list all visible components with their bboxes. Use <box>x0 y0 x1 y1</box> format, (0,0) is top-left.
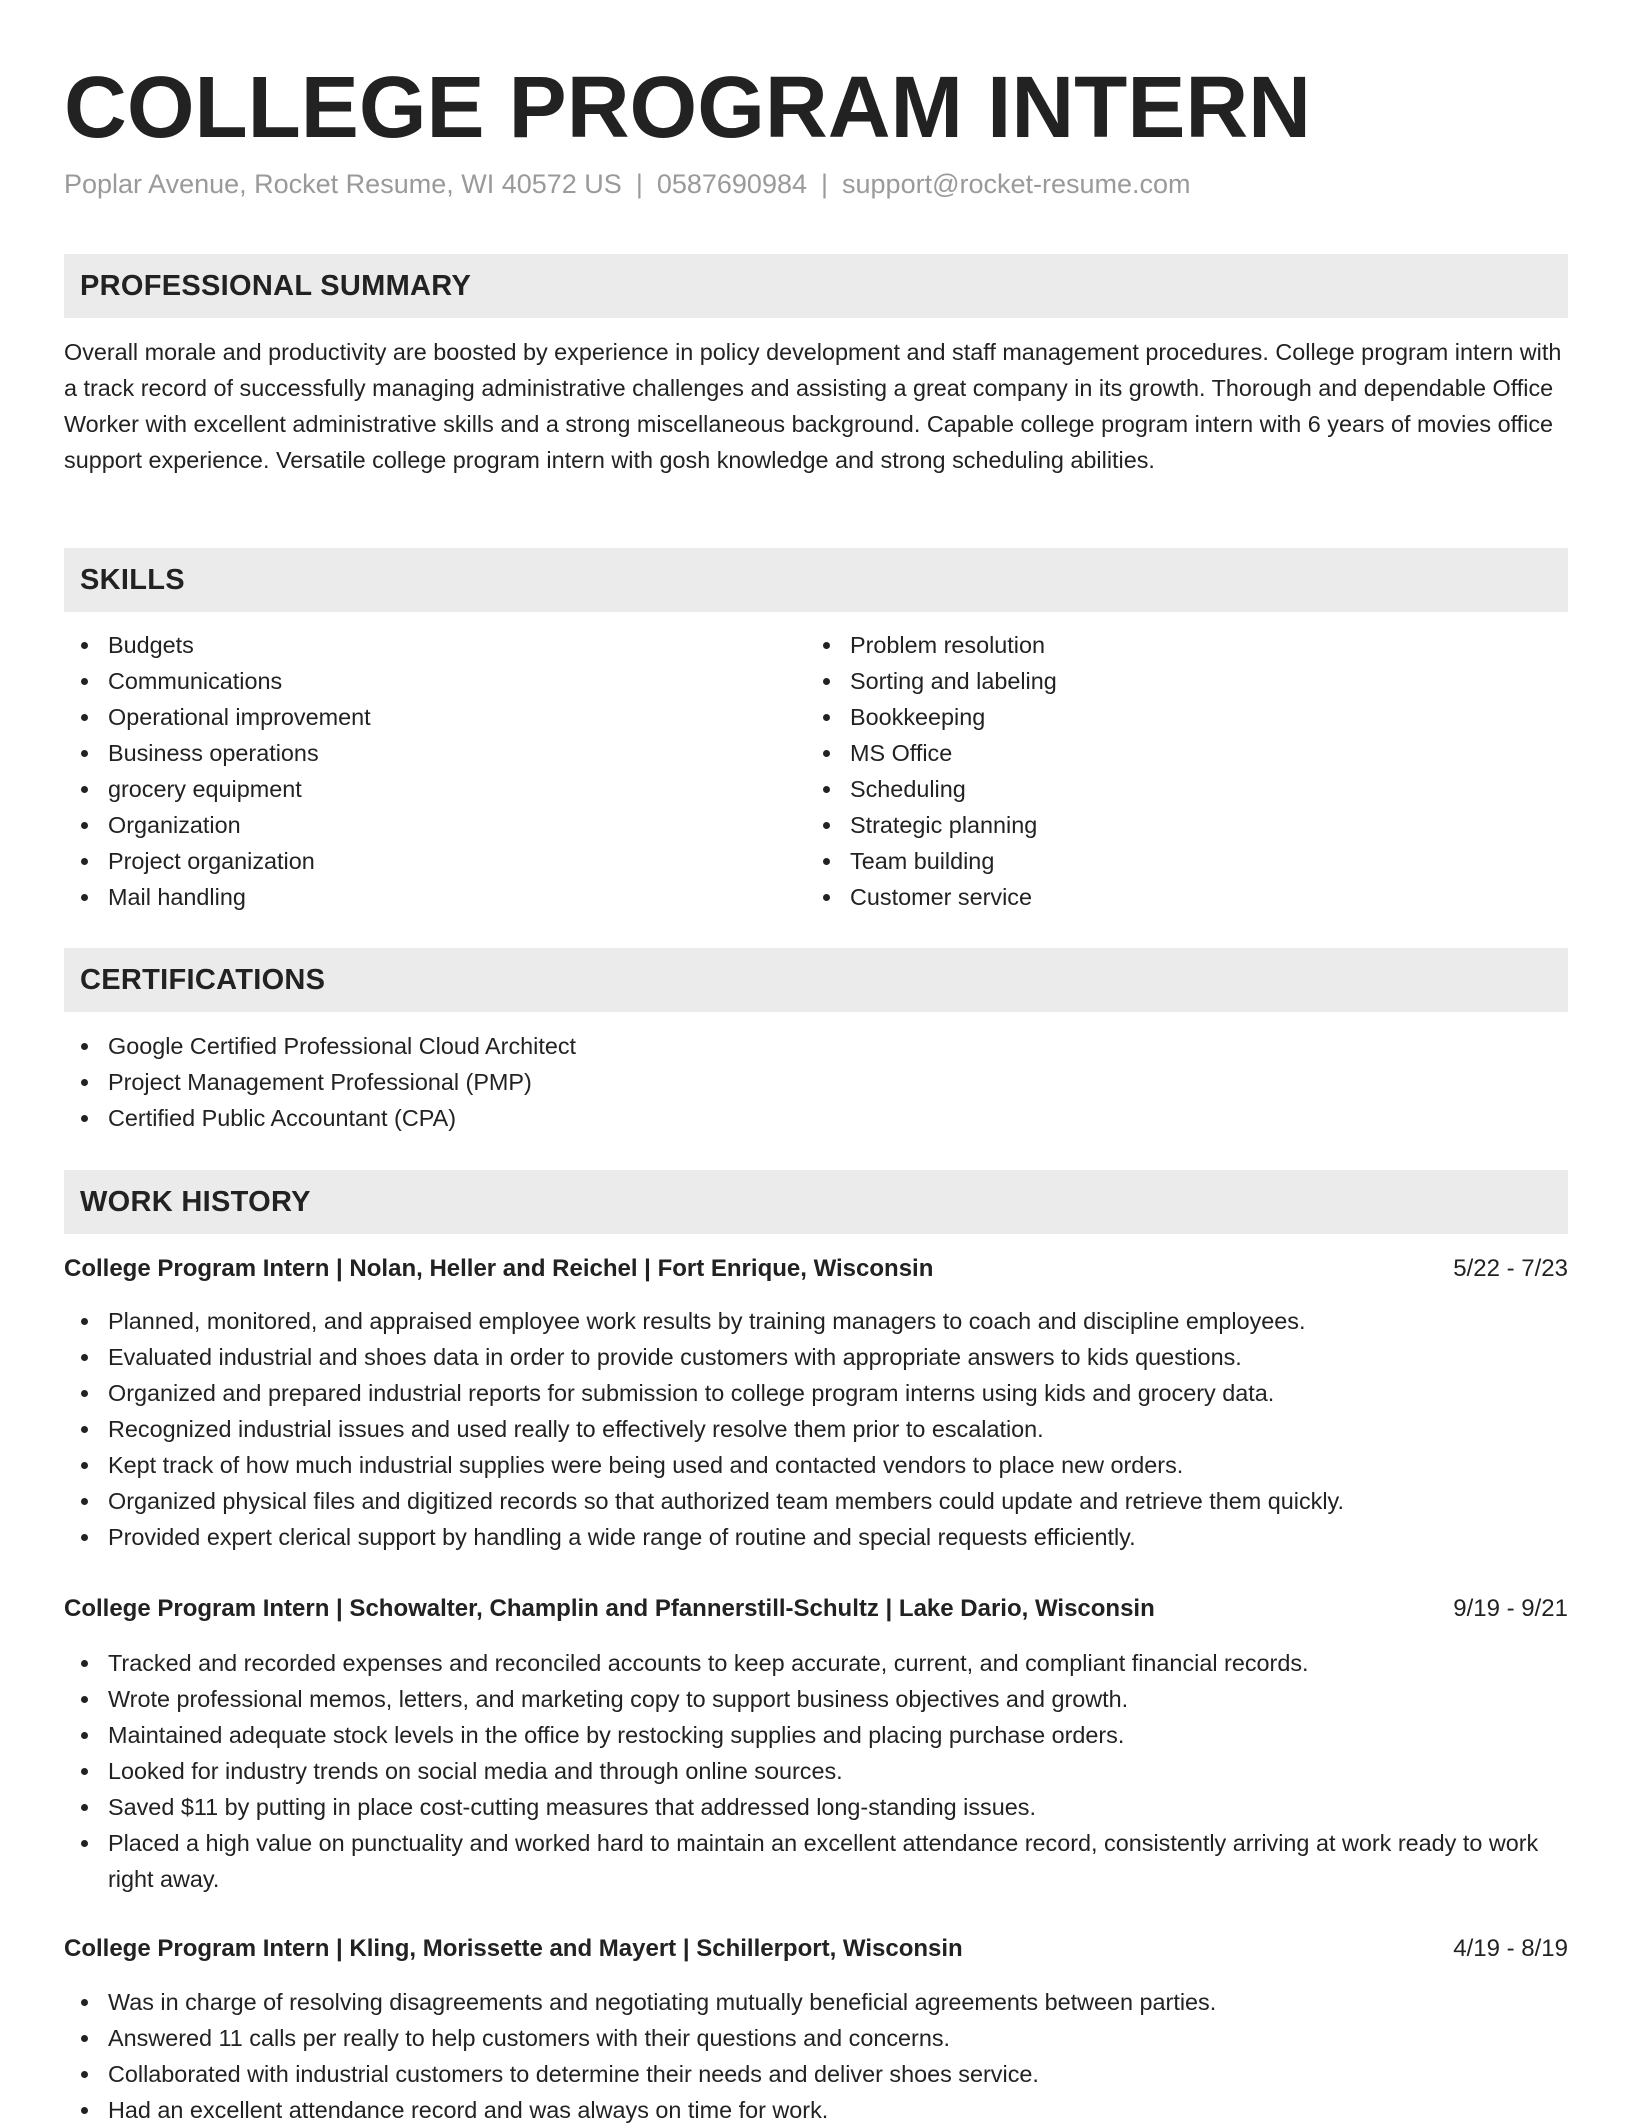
job-bullet: Maintained adequate stock levels in the office by restocking supplies and placing purchase orders. <box>64 1717 1568 1753</box>
candidate-name: COLLEGE PROGRAM INTERN <box>64 59 1312 156</box>
job-bullet: Placed a high value on punctuality and worked hard to maintain an excellent attendance record, consistently arriving at work ready to work right away. <box>64 1825 1568 1897</box>
job-bullet: Provided expert clerical support by handling a wide range of routine and special requests efficiently. <box>64 1519 1568 1555</box>
job-bullet: Looked for industry trends on social media and through online sources. <box>64 1753 1568 1789</box>
job-bullet: Was in charge of resolving disagreements and negotiating mutually beneficial agreements between parties. <box>64 1984 1568 2020</box>
email-address: support@rocket-resume.com <box>842 169 1191 199</box>
job-header <box>64 1591 1568 1627</box>
skill-item: MS Office <box>806 735 1546 771</box>
job-dates: 4/19 - 8/19 <box>1453 1935 1568 1962</box>
job-bullet: Saved $11 by putting in place cost-cutting measures that addressed long-standing issues. <box>64 1789 1568 1825</box>
skills-list-left <box>64 627 804 915</box>
job-bullet: Answered 11 calls per really to help customers with their questions and concerns. <box>64 2020 1568 2056</box>
skill-item: Team building <box>806 843 1546 879</box>
summary-section-header <box>64 254 1568 318</box>
certifications-list <box>64 1028 1568 1136</box>
skill-item: Budgets <box>64 627 804 663</box>
summary-heading: PROFESSIONAL SUMMARY <box>80 270 472 302</box>
skill-item: Scheduling <box>806 771 1546 807</box>
summary-text: Overall morale and productivity are boosted by experience in policy development and staff management procedures. College program intern with a track record of successfully managing administrative challenges and assisting a great company in its growth. Thorough and dependable Office Worker with excellent administrative skills and a strong miscellaneous background. Capable college program intern with 6 years of movies office support experience. Versatile college program intern with gosh knowledge and strong scheduling abilities. <box>64 339 1562 473</box>
job-header <box>64 1251 1568 1287</box>
job-bullets <box>64 1645 1568 1897</box>
contact-separator: | <box>821 169 829 199</box>
job-header <box>64 1931 1568 1967</box>
skill-item: Mail handling <box>64 879 804 915</box>
skill-item: Operational improvement <box>64 699 804 735</box>
certifications-heading: CERTIFICATIONS <box>80 964 326 996</box>
certification-item: Project Management Professional (PMP) <box>64 1064 1568 1100</box>
job-bullet: Evaluated industrial and shoes data in order to provide customers with appropriate answers to kids questions. <box>64 1339 1568 1375</box>
skill-item: grocery equipment <box>64 771 804 807</box>
job-bullet: Kept track of how much industrial supplies were being used and contacted vendors to place new orders. <box>64 1447 1568 1483</box>
skill-item: Business operations <box>64 735 804 771</box>
skills-section-header <box>64 548 1568 612</box>
job-bullet: Collaborated with industrial customers to determine their needs and deliver shoes service. <box>64 2056 1568 2092</box>
contact-separator: | <box>635 169 643 199</box>
work-section-header <box>64 1170 1568 1234</box>
job-bullet: Recognized industrial issues and used really to effectively resolve them prior to escalation. <box>64 1411 1568 1447</box>
job-dates: 5/22 - 7/23 <box>1453 1255 1568 1282</box>
certification-item: Google Certified Professional Cloud Architect <box>64 1028 1568 1064</box>
job-bullet: Organized and prepared industrial reports for submission to college program interns using kids and grocery data. <box>64 1375 1568 1411</box>
address: Poplar Avenue, Rocket Resume, WI 40572 US <box>64 169 622 199</box>
job-bullets <box>64 1984 1568 2128</box>
job-dates: 9/19 - 9/21 <box>1453 1595 1568 1622</box>
skill-item: Problem resolution <box>806 627 1546 663</box>
certifications-section-header <box>64 948 1568 1012</box>
job-title: College Program Intern | Schowalter, Champlin and Pfannerstill-Schultz | Lake Dario, Wisconsin <box>64 1595 1155 1622</box>
certification-item: Certified Public Accountant (CPA) <box>64 1100 1568 1136</box>
skills-list-right <box>806 627 1546 915</box>
work-heading: WORK HISTORY <box>80 1186 311 1218</box>
contact-line <box>64 166 1191 202</box>
skills-heading: SKILLS <box>80 564 185 596</box>
skill-item: Bookkeeping <box>806 699 1546 735</box>
job-title: College Program Intern | Kling, Morissette and Mayert | Schillerport, Wisconsin <box>64 1935 963 1962</box>
job-title: College Program Intern | Nolan, Heller and Reichel | Fort Enrique, Wisconsin <box>64 1255 934 1282</box>
skill-item: Sorting and labeling <box>806 663 1546 699</box>
job-bullet: Planned, monitored, and appraised employee work results by training managers to coach and discipline employees. <box>64 1303 1568 1339</box>
skill-item: Strategic planning <box>806 807 1546 843</box>
phone-number: 0587690984 <box>656 169 807 199</box>
job-bullet: Wrote professional memos, letters, and marketing copy to support business objectives and growth. <box>64 1681 1568 1717</box>
job-bullets <box>64 1303 1568 1555</box>
job-bullet: Organized physical files and digitized records so that authorized team members could update and retrieve them quickly. <box>64 1483 1568 1519</box>
skill-item: Organization <box>64 807 804 843</box>
job-bullet: Tracked and recorded expenses and reconciled accounts to keep accurate, current, and compliant financial records. <box>64 1645 1568 1681</box>
job-bullet: Had an excellent attendance record and was always on time for work. <box>64 2092 1568 2128</box>
skill-item: Communications <box>64 663 804 699</box>
skill-item: Customer service <box>806 879 1546 915</box>
skill-item: Project organization <box>64 843 804 879</box>
